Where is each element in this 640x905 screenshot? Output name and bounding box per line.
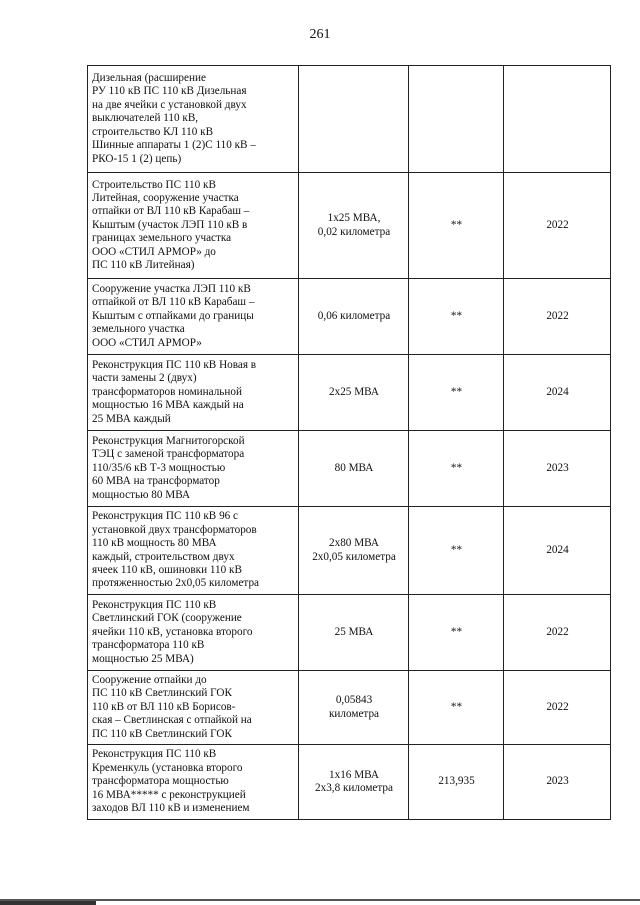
capacity-line: 2х0,05 километра (312, 550, 396, 563)
description-line: РКО-15 1 (2) цепь) (92, 152, 182, 165)
capacity-line: 80 МВА (334, 461, 374, 474)
capacity-cell (299, 431, 409, 507)
capacity-line: километра (328, 707, 380, 720)
project-description-cell (88, 355, 299, 431)
description-line: ская – Светлинская с отпайкой на (92, 714, 252, 727)
year-cell: 2022 (504, 595, 611, 671)
project-description-cell (88, 173, 299, 279)
cost-cell: 213,935 (409, 745, 504, 820)
description-line: Реконструкция ПС 110 кВ (92, 598, 217, 611)
year-cell: 2023 (504, 745, 611, 820)
description-line: земельного участка (92, 323, 185, 336)
description-line: Кременкуль (установка второго (92, 761, 243, 774)
description-line: мощностью 80 МВА (92, 488, 191, 501)
description-line: Кыштым (участок ЛЭП 110 кВ в (92, 218, 248, 231)
year-cell: 2022 (504, 671, 611, 745)
cost-cell: ** (409, 279, 504, 355)
table-row (88, 431, 611, 507)
capacity-line: 1х16 МВА (329, 768, 379, 781)
description-line: Реконструкция ПС 110 кВ 96 с (92, 510, 239, 523)
year-cell (504, 66, 611, 173)
description-line: 110/35/6 кВ Т-3 мощностью (92, 461, 226, 474)
table-row (88, 745, 611, 820)
description-line: каждый, строительством двух (92, 550, 235, 563)
capacity-cell (299, 355, 409, 431)
cost-cell: ** (409, 595, 504, 671)
capacity-line: 0,02 километра (317, 225, 391, 238)
description-line: отпайкой от ВЛ 110 кВ Карабаш – (92, 296, 255, 309)
description-line: Шинные аппараты 1 (2)С 110 кВ – (92, 139, 256, 152)
projects-table (87, 65, 611, 820)
description-line: Светлинский ГОК (сооружение (92, 612, 242, 625)
capacity-cell (299, 507, 409, 595)
description-line: Сооружение отпайки до (92, 673, 207, 686)
capacity-line: 1х25 МВА, (327, 212, 381, 225)
description-line: протяженностью 2х0,05 километра (92, 577, 259, 590)
cost-cell: ** (409, 355, 504, 431)
description-line: ПС 110 кВ Литейная) (92, 259, 195, 272)
table-row (88, 507, 611, 595)
cost-cell: ** (409, 671, 504, 745)
description-line: ячейки 110 кВ, установка второго (92, 625, 253, 638)
description-line: Дизельная (расширение (92, 72, 206, 85)
capacity-cell (299, 595, 409, 671)
description-line: Реконструкция ПС 110 кВ Новая в (92, 358, 257, 371)
capacity-cell (299, 671, 409, 745)
description-line: ООО «СТИЛ АРМОР» (92, 336, 202, 349)
description-line: трансформатора 110 кВ (92, 639, 205, 652)
capacity-line: 0,06 километра (317, 309, 391, 322)
description-line: выключателей 110 кВ, (92, 112, 199, 125)
capacity-line: 2х25 МВА (329, 385, 379, 398)
capacity-line: 2х3,8 километра (315, 782, 393, 794)
description-line: 110 кВ от ВЛ 110 кВ Борисов- (92, 700, 236, 713)
project-description-cell (88, 431, 299, 507)
description-line: РУ 110 кВ ПС 110 кВ Дизельная (92, 85, 247, 98)
table-row (88, 595, 611, 671)
cost-cell (409, 66, 504, 173)
cost-cell: ** (409, 431, 504, 507)
year-cell: 2024 (504, 507, 611, 595)
capacity-line: 25 МВА (334, 625, 374, 638)
page-number: 261 (309, 27, 331, 42)
table-row (88, 671, 611, 745)
capacity-line: 2х80 МВА (329, 537, 379, 550)
description-line: Строительство ПС 110 кВ (92, 178, 216, 191)
description-line: границах земельного участка (92, 232, 232, 245)
description-line: отпайки от ВЛ 110 кВ Карабаш – (92, 205, 250, 218)
capacity-cell (299, 745, 409, 820)
description-line: установкой двух трансформаторов (92, 523, 257, 536)
cost-cell: ** (409, 173, 504, 279)
table-row (88, 66, 611, 173)
description-line: Литейная, сооружение участка (92, 191, 239, 204)
project-description-cell (88, 66, 299, 173)
project-description-cell (88, 671, 299, 745)
description-line: части замены 2 (двух) (92, 372, 197, 385)
description-line: мощностью 25 МВА) (92, 652, 194, 665)
description-line: 25 МВА каждый (92, 412, 171, 425)
description-line: ПС 110 кВ Светлинский ГОК (92, 687, 232, 700)
page-bottom-edge (0, 901, 96, 905)
year-cell: 2023 (504, 431, 611, 507)
cost-cell: ** (409, 507, 504, 595)
description-line: ТЭЦ с заменой трансформатора (92, 448, 245, 461)
capacity-cell (299, 173, 409, 279)
description-line: Кыштым с отпайками до границы (92, 309, 254, 322)
description-line: заходов ВЛ 110 кВ и изменением (92, 802, 250, 815)
capacity-cell (299, 66, 409, 173)
table-row (88, 173, 611, 279)
project-description-cell (88, 595, 299, 671)
description-line: Реконструкция ПС 110 кВ (92, 748, 217, 761)
projects-table-body (88, 66, 611, 820)
description-line: мощностью 16 МВА каждый на (92, 399, 244, 412)
table-row (88, 279, 611, 355)
description-line: Реконструкция Магнитогорской (92, 434, 245, 447)
description-line: ООО «СТИЛ АРМОР» до (92, 245, 216, 258)
description-line: ячеек 110 кВ, ошиновки 110 кВ (92, 563, 242, 576)
project-description-cell (88, 745, 299, 820)
year-cell: 2022 (504, 279, 611, 355)
project-description-cell (88, 507, 299, 595)
description-line: трансформатора мощностью (92, 775, 229, 788)
page-bottom-border (0, 899, 640, 901)
description-line: 110 кВ мощность 80 МВА (92, 537, 217, 550)
description-line: ПС 110 кВ Светлинский ГОК (92, 727, 232, 740)
table-row (88, 355, 611, 431)
capacity-line: 0,05843 (335, 694, 373, 707)
description-line: трансформаторов номинальной (92, 385, 242, 398)
description-line: на две ячейки с установкой двух (92, 98, 247, 111)
capacity-cell (299, 279, 409, 355)
year-cell: 2022 (504, 173, 611, 279)
description-line: строительство КЛ 110 кВ (92, 125, 214, 138)
project-description-cell (88, 279, 299, 355)
year-cell: 2024 (504, 355, 611, 431)
description-line: 60 МВА на трансформатор (92, 475, 220, 488)
description-line: 16 МВА***** с реконструкцией (92, 788, 246, 801)
description-line: Сооружение участка ЛЭП 110 кВ (92, 282, 251, 295)
